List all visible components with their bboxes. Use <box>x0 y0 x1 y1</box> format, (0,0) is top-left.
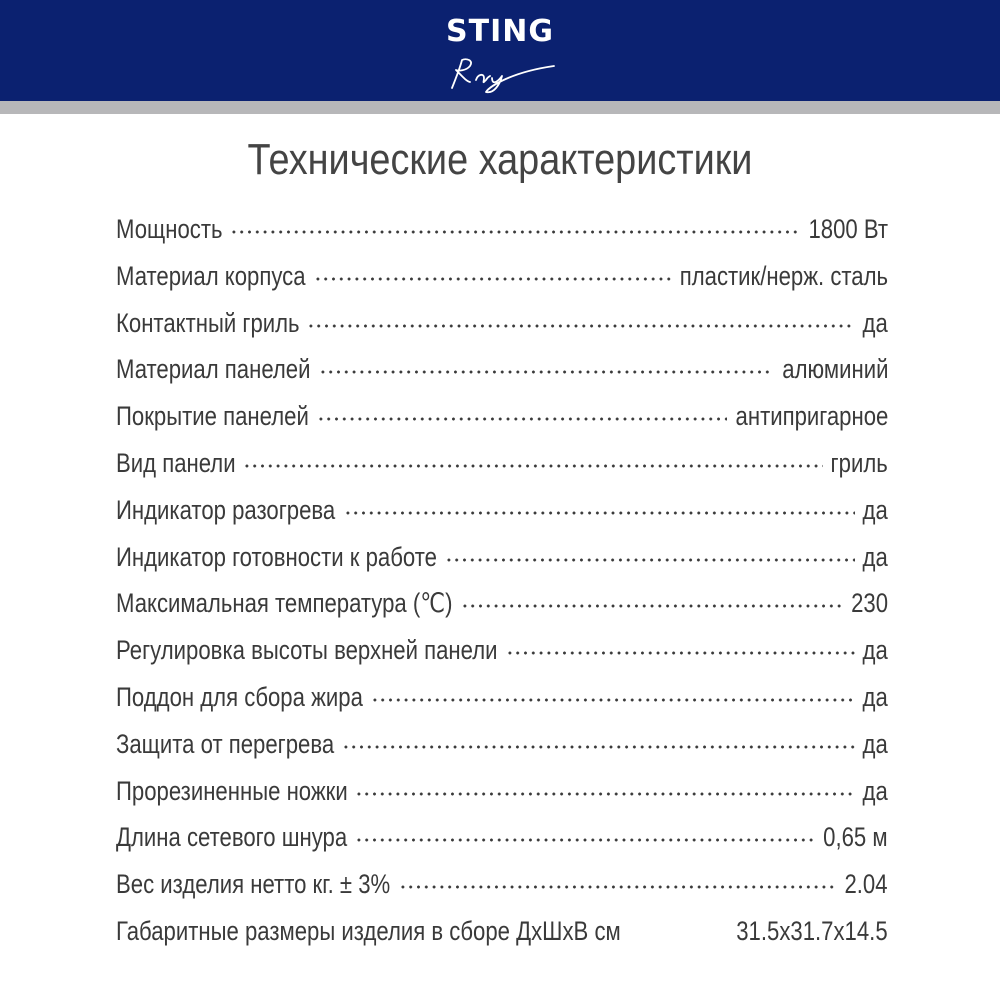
dot-leader <box>399 884 838 890</box>
spec-label: Покрытие панелей <box>116 401 309 432</box>
dot-leader <box>355 791 855 797</box>
spec-label: Регулировка высоты верхней панели <box>116 635 498 666</box>
spec-row <box>116 768 888 815</box>
spec-value: алюминий <box>781 354 888 385</box>
spec-value: пластик/нерж. сталь <box>679 260 888 291</box>
spec-value: да <box>862 307 888 338</box>
spec-row <box>116 908 888 955</box>
spec-value: 0,65 м <box>823 822 888 853</box>
spec-label: Контактный гриль <box>116 307 300 338</box>
dot-leader <box>319 369 774 375</box>
brand-logo-script <box>432 54 568 94</box>
spec-label: Защита от перегрева <box>116 728 335 759</box>
brand-logo-wordmark: STING <box>446 14 554 49</box>
spec-label: Прорезиненные ножки <box>116 775 348 806</box>
dot-leader <box>461 603 843 609</box>
spec-label: Максимальная температура (℃) <box>116 588 453 619</box>
spec-label: Индикатор готовности к работе <box>116 541 437 572</box>
spec-label: Длина сетевого шнура <box>116 822 348 853</box>
dot-leader <box>445 557 855 563</box>
brand-header <box>0 0 1000 101</box>
spec-row <box>116 674 888 721</box>
dot-leader <box>371 697 855 703</box>
spec-row <box>116 253 888 300</box>
dot-leader <box>307 323 854 329</box>
spec-value: гриль <box>830 447 888 478</box>
page-title: Технические характеристики <box>247 135 753 184</box>
spec-label: Индикатор разогрева <box>116 494 336 525</box>
spec-label: Материал корпуса <box>116 260 306 291</box>
spec-row <box>116 627 888 674</box>
dot-leader <box>317 416 727 422</box>
spec-value: да <box>862 728 888 759</box>
spec-value: антипригарное <box>735 401 888 432</box>
spec-list <box>116 206 888 955</box>
dot-leader <box>243 463 823 469</box>
spec-row <box>116 487 888 534</box>
spec-label: Габаритные размеры изделия в сборе ДхШхВ см <box>116 915 621 946</box>
dot-leader <box>230 229 800 235</box>
dot-leader <box>355 837 816 843</box>
spec-label: Материал панелей <box>116 354 311 385</box>
dot-leader <box>506 650 855 656</box>
dot-leader <box>344 510 855 516</box>
header-stripe <box>0 101 1000 114</box>
spec-row <box>116 393 888 440</box>
spec-label: Вид панели <box>116 447 236 478</box>
spec-label: Вес изделия нетто кг. ± 3% <box>116 869 391 900</box>
spec-row <box>116 440 888 487</box>
spec-value: да <box>862 494 888 525</box>
spec-value: 31.5х31.7х14.5 <box>736 915 888 946</box>
spec-value: да <box>862 635 888 666</box>
spec-row <box>116 206 888 253</box>
spec-row <box>116 534 888 581</box>
spec-row <box>116 300 888 347</box>
spec-row <box>116 346 888 393</box>
spec-value: да <box>862 681 888 712</box>
dot-leader <box>314 276 672 282</box>
brand-logo <box>432 14 568 94</box>
spec-row <box>116 721 888 768</box>
spec-row <box>116 814 888 861</box>
spec-value: 230 <box>851 588 888 619</box>
spec-row <box>116 580 888 627</box>
dot-leader <box>342 744 855 750</box>
spec-value: да <box>862 541 888 572</box>
dot-leader <box>624 931 733 937</box>
spec-value: да <box>862 775 888 806</box>
spec-value: 1800 Вт <box>808 214 888 244</box>
spec-row <box>116 861 888 908</box>
spec-label: Поддон для сбора жира <box>116 681 363 712</box>
spec-value: 2.04 <box>844 869 888 900</box>
spec-label: Мощность <box>116 214 223 244</box>
